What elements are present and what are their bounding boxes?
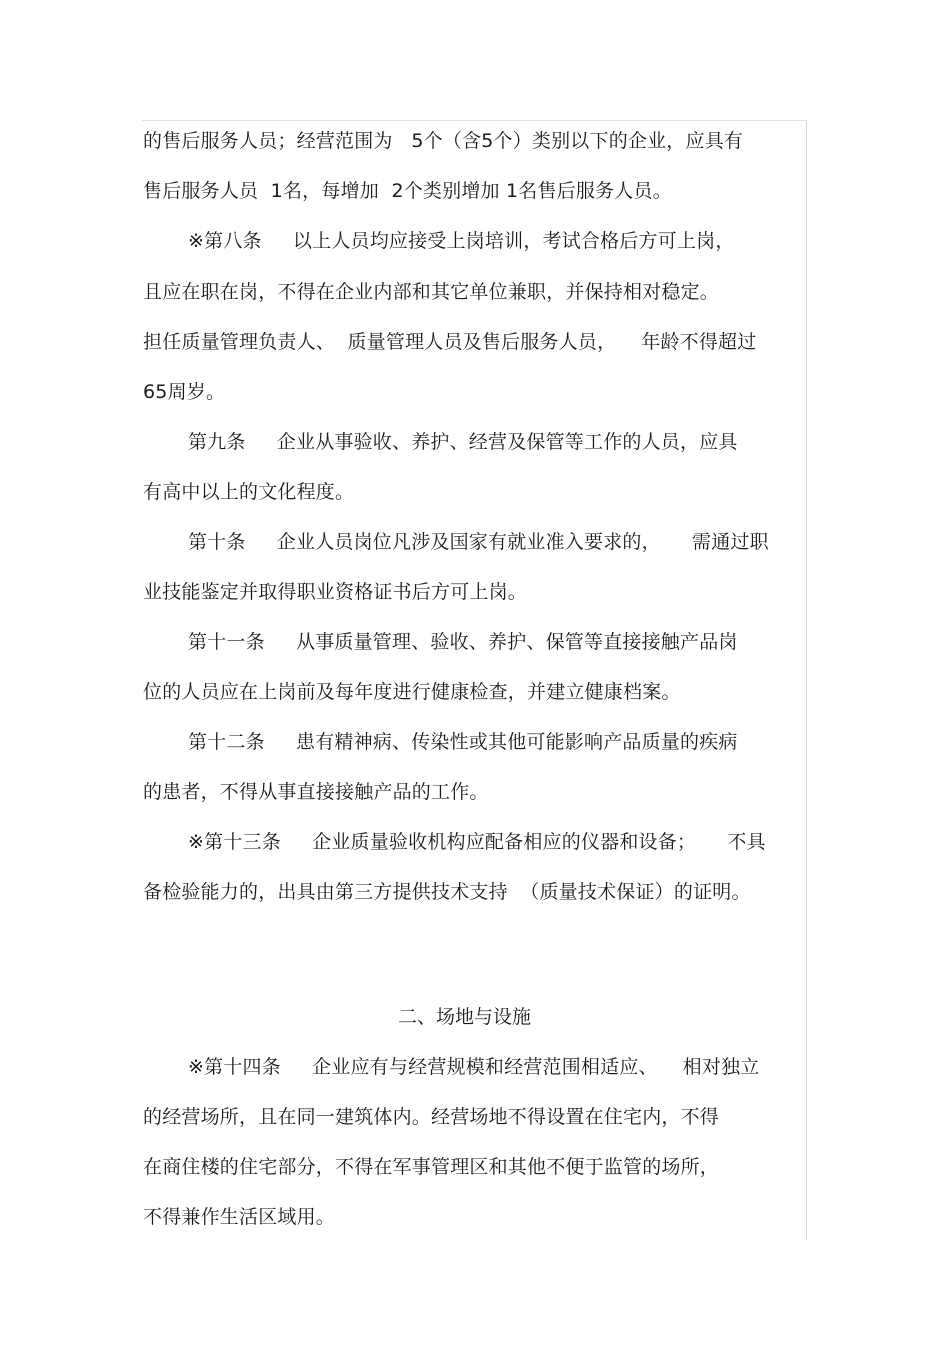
text-line: 的患者，不得从事直接接触产品的工作。 bbox=[143, 781, 489, 803]
text-line: 担任质量管理负责人、 质量管理人员及售后服务人员， 年龄不得超过 bbox=[143, 331, 757, 353]
article-9-line: 第九条 企业从事验收、养护、经营及保管等工作的人员，应具 bbox=[188, 431, 738, 453]
text-line: 业技能鉴定并取得职业资格证书后方可上岗。 bbox=[143, 581, 528, 603]
text-line: 的售后服务人员；经营范围为 5个（含5个）类别以下的企业，应具有 bbox=[143, 130, 744, 152]
text-line: 且应在职在岗，不得在企业内部和其它单位兼职，并保持相对稳定。 bbox=[143, 281, 720, 303]
text-line: 65周岁。 bbox=[143, 381, 226, 403]
article-12-line: 第十二条 患有精神病、传染性或其他可能影响产品质量的疾病 bbox=[188, 731, 738, 753]
article-8-line: ※第八条 以上人员均应接受上岗培训，考试合格后方可上岗， bbox=[188, 230, 735, 252]
text-line: 备检验能力的，出具由第三方提供技术支持 （质量技术保证）的证明。 bbox=[143, 881, 751, 903]
text-line: 不得兼作生活区域用。 bbox=[143, 1206, 336, 1228]
text-line: 位的人员应在上岗前及每年度进行健康检查，并建立健康档案。 bbox=[143, 681, 681, 703]
text-line: 有高中以上的文化程度。 bbox=[143, 481, 355, 503]
article-11-line: 第十一条 从事质量管理、验收、养护、保管等直接接触产品岗 bbox=[188, 631, 738, 653]
article-14-line: ※第十四条 企业应有与经营规模和经营范围相适应、 相对独立 bbox=[188, 1056, 760, 1078]
article-13-line: ※第十三条 企业质量验收机构应配备相应的仪器和设备； 不具 bbox=[188, 831, 766, 853]
text-line: 的经营场所，且在同一建筑体内。经营场地不得设置在住宅内，不得 bbox=[143, 1106, 720, 1128]
text-line: 在商住楼的住宅部分，不得在军事管理区和其他不便于监管的场所， bbox=[143, 1156, 720, 1178]
section-heading: 二、场地与设施 bbox=[398, 1006, 532, 1028]
article-10-line: 第十条 企业人员岗位凡涉及国家有就业准入要求的， 需通过职 bbox=[188, 531, 769, 553]
text-line: 售后服务人员 1名，每增加 2个类别增加 1名售后服务人员。 bbox=[143, 180, 672, 202]
